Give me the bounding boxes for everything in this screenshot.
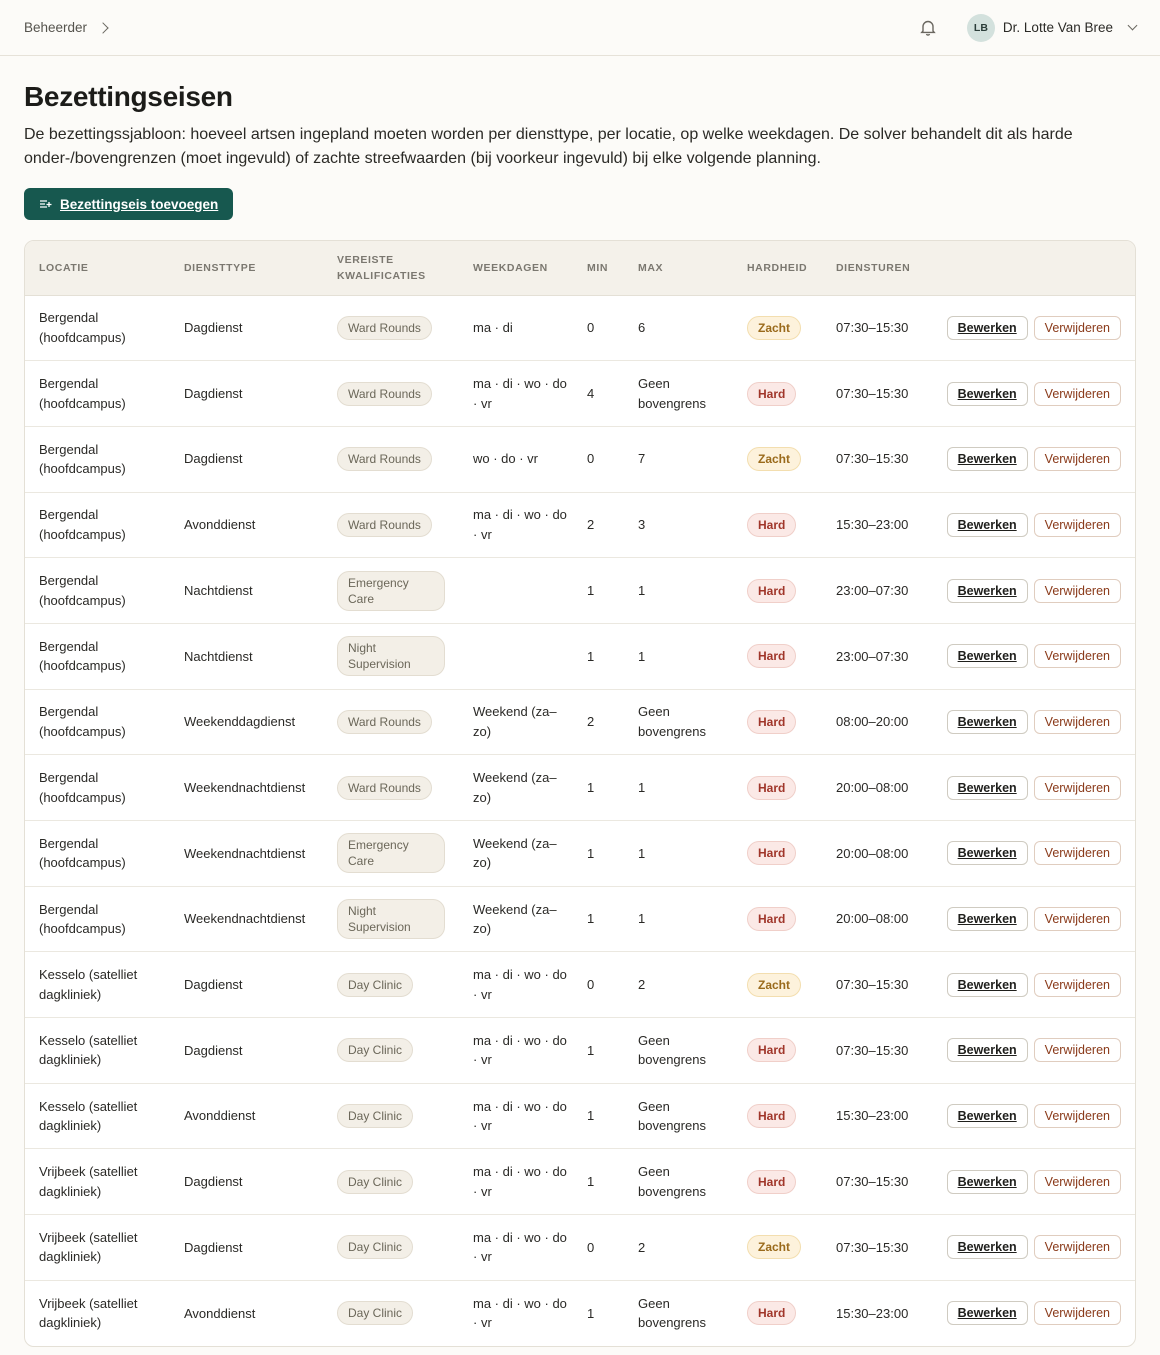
cell-min: 0 — [573, 426, 624, 492]
edit-button[interactable]: Bewerken — [947, 382, 1028, 406]
avatar: LB — [967, 14, 995, 42]
cell-max: 2 — [624, 1215, 733, 1281]
cell-actions — [914, 952, 1135, 1018]
cell-hardness — [733, 1280, 822, 1346]
table-row — [25, 1280, 1135, 1346]
cell-qualification — [323, 426, 459, 492]
table-row — [25, 361, 1135, 427]
cell-shift-type: Avonddienst — [170, 492, 323, 558]
cell-location: Kesselo (satelliet dagkliniek) — [25, 952, 170, 1018]
cell-max: Geen bovengrens — [624, 1018, 733, 1084]
cell-actions — [914, 755, 1135, 821]
cell-min: 1 — [573, 1083, 624, 1149]
cell-hours: 15:30–23:00 — [836, 1305, 909, 1321]
cell-max: Geen bovengrens — [624, 1083, 733, 1149]
add-list-icon — [39, 198, 53, 210]
cell-hardness — [733, 623, 822, 689]
table-row — [25, 689, 1135, 755]
cell-min: 2 — [573, 492, 624, 558]
cell-min: 1 — [573, 558, 624, 624]
hardness-badge: Hard — [747, 776, 796, 800]
cell-max: 1 — [624, 821, 733, 887]
table-row — [25, 426, 1135, 492]
table-row — [25, 755, 1135, 821]
add-requirement-button[interactable] — [24, 188, 233, 220]
cell-shift-type: Dagdienst — [170, 1215, 323, 1281]
table-row — [25, 1018, 1135, 1084]
cell-qualification — [323, 1149, 459, 1215]
cell-max: Geen bovengrens — [638, 1295, 706, 1331]
table-row — [25, 1215, 1135, 1281]
delete-button[interactable]: Verwijderen — [1034, 1104, 1121, 1128]
qualification-chip: Day Clinic — [337, 1104, 413, 1128]
hardness-badge: Hard — [747, 907, 796, 931]
table-row — [25, 952, 1135, 1018]
cell-max: Geen bovengrens — [624, 689, 733, 755]
delete-button[interactable]: Verwijderen — [1034, 644, 1121, 668]
table-row — [25, 821, 1135, 887]
header-min: MIN — [573, 241, 624, 295]
table-header-row — [25, 241, 1135, 295]
cell-location: Kesselo (satelliet dagkliniek) — [25, 1018, 170, 1084]
qualification-chip: Ward Rounds — [337, 316, 432, 340]
cell-shift-type: Avonddienst — [184, 1305, 256, 1321]
cell-hardness — [733, 689, 822, 755]
cell-location: Bergendal (hoofdcampus) — [25, 361, 170, 427]
delete-button[interactable]: Verwijderen — [1034, 579, 1121, 603]
cell-shift-type: Dagdienst — [170, 426, 323, 492]
cell-weekdays: ma · di · wo · do · vr — [459, 1018, 573, 1084]
cell-hours: 15:30–23:00 — [822, 1083, 914, 1149]
edit-button[interactable]: Bewerken — [947, 973, 1028, 997]
cell-hardness — [733, 886, 822, 952]
edit-button[interactable]: Bewerken — [947, 710, 1028, 734]
header-qualifications: VEREISTE KWALIFICATIES — [323, 241, 459, 295]
qualification-chip: Night Supervision — [337, 636, 445, 676]
qualification-chip: Ward Rounds — [337, 382, 432, 406]
cell-actions — [914, 426, 1135, 492]
edit-button[interactable]: Bewerken — [947, 513, 1028, 537]
header-hours: DIENSTUREN — [822, 241, 914, 295]
cell-min: 1 — [587, 1305, 595, 1321]
cell-weekdays: ma · di — [459, 295, 573, 361]
cell-shift-type: Weekendnachtdienst — [170, 886, 323, 952]
cell-hours: 20:00–08:00 — [822, 886, 914, 952]
qualification-chip: Day Clinic — [337, 1038, 413, 1062]
cell-max: 1 — [624, 755, 733, 821]
cell-hardness — [733, 492, 822, 558]
cell-max: 2 — [624, 952, 733, 1018]
table-row — [25, 623, 1135, 689]
cell-location: Vrijbeek (satelliet dagkliniek) — [25, 1149, 170, 1215]
cell-location: Bergendal (hoofdcampus) — [25, 689, 170, 755]
cell-hardness — [733, 361, 822, 427]
cell-hours: 08:00–20:00 — [822, 689, 914, 755]
header-weekdays: WEEKDAGEN — [459, 241, 573, 295]
cell-weekdays: wo · do · vr — [459, 426, 573, 492]
cell-hours: 23:00–07:30 — [822, 623, 914, 689]
cell-shift-type: Dagdienst — [170, 1149, 323, 1215]
delete-button[interactable]: Verwijderen — [1034, 513, 1121, 537]
cell-hours: 15:30–23:00 — [822, 492, 914, 558]
cell-min: 2 — [573, 689, 624, 755]
top-bar — [0, 0, 1160, 56]
delete-button[interactable]: Verwijderen — [1034, 316, 1121, 340]
delete-button[interactable]: Verwijderen — [1034, 1038, 1121, 1062]
cell-qualification — [323, 361, 459, 427]
delete-button[interactable]: Verwijderen — [1034, 1301, 1121, 1325]
cell-weekdays — [459, 623, 573, 689]
cell-qualification — [323, 689, 459, 755]
cell-qualification — [323, 492, 459, 558]
cell-actions — [914, 558, 1135, 624]
cell-shift-type: Nachtdienst — [170, 623, 323, 689]
hardness-badge: Zacht — [747, 316, 801, 340]
chevron-right-icon — [97, 22, 108, 33]
hardness-badge: Hard — [747, 1170, 796, 1194]
qualification-chip: Day Clinic — [337, 973, 413, 997]
cell-actions — [914, 492, 1135, 558]
cell-hours: 20:00–08:00 — [822, 755, 914, 821]
cell-shift-type: Dagdienst — [170, 361, 323, 427]
table-row — [25, 1083, 1135, 1149]
cell-hardness — [733, 1215, 822, 1281]
cell-qualification — [323, 1018, 459, 1084]
edit-button[interactable]: Bewerken — [947, 1235, 1028, 1259]
cell-qualification — [323, 1215, 459, 1281]
cell-weekdays: Weekend (za–zo) — [459, 886, 573, 952]
cell-min: 1 — [573, 821, 624, 887]
hardness-badge: Hard — [747, 644, 796, 668]
qualification-chip: Ward Rounds — [337, 447, 432, 471]
cell-hardness — [733, 952, 822, 1018]
delete-button[interactable]: Verwijderen — [1034, 382, 1121, 406]
cell-hardness — [733, 821, 822, 887]
cell-actions — [914, 689, 1135, 755]
delete-button[interactable]: Verwijderen — [1034, 973, 1121, 997]
hardness-badge: Zacht — [747, 447, 801, 471]
cell-min: 0 — [573, 295, 624, 361]
edit-button[interactable]: Bewerken — [947, 579, 1028, 603]
cell-hours: 07:30–15:30 — [822, 426, 914, 492]
hardness-badge: Hard — [747, 841, 796, 865]
header-shift-type: DIENSTTYPE — [170, 241, 323, 295]
cell-hours: 07:30–15:30 — [822, 952, 914, 1018]
cell-min: 0 — [573, 952, 624, 1018]
cell-max: 6 — [624, 295, 733, 361]
cell-location: Bergendal (hoofdcampus) — [25, 755, 170, 821]
cell-min: 1 — [573, 623, 624, 689]
cell-location: Bergendal (hoofdcampus) — [25, 623, 170, 689]
cell-qualification — [323, 886, 459, 952]
delete-button[interactable]: Verwijderen — [1034, 447, 1121, 471]
cell-shift-type: Dagdienst — [170, 1018, 323, 1084]
cell-hardness — [733, 1018, 822, 1084]
cell-qualification — [323, 558, 459, 624]
header-max: MAX — [624, 241, 733, 295]
cell-hours: 07:30–15:30 — [822, 1149, 914, 1215]
cell-weekdays: ma · di · wo · do · vr — [459, 1149, 573, 1215]
qualification-chip: Emergency Care — [337, 833, 445, 873]
cell-qualification — [323, 755, 459, 821]
cell-hours: 07:30–15:30 — [822, 1018, 914, 1084]
cell-location: Bergendal (hoofdcampus) — [25, 426, 170, 492]
cell-location: Kesselo (satelliet dagkliniek) — [25, 1083, 170, 1149]
cell-qualification — [323, 1280, 459, 1346]
cell-actions — [914, 821, 1135, 887]
page-description: De bezettingssjabloon: hoeveel artsen ingepland moeten worden per diensttype, per locatie, op welke weekdagen. De solver behandelt dit als harde onder-/bovengrenzen (moet ingevuld) of zachte streefwaarden (bij voorkeur ingevuld) bij elke volgende planning. — [24, 126, 1073, 167]
cell-min: 0 — [573, 1215, 624, 1281]
cell-hours: 20:00–08:00 — [822, 821, 914, 887]
edit-button[interactable]: Bewerken — [947, 644, 1028, 668]
edit-button[interactable]: Bewerken — [947, 1038, 1028, 1062]
cell-shift-type: Weekenddagdienst — [170, 689, 323, 755]
qualification-chip: Emergency Care — [337, 571, 445, 611]
cell-location: Bergendal (hoofdcampus) — [25, 886, 170, 952]
hardness-badge: Hard — [747, 579, 796, 603]
cell-min: 4 — [573, 361, 624, 427]
cell-location: Bergendal (hoofdcampus) — [25, 492, 170, 558]
cell-actions — [914, 361, 1135, 427]
hardness-badge: Hard — [747, 1104, 796, 1128]
cell-qualification — [323, 952, 459, 1018]
hardness-badge: Hard — [747, 1301, 796, 1325]
cell-location: Vrijbeek (satelliet dagkliniek) — [25, 1215, 170, 1281]
breadcrumb-admin[interactable]: Beheerder — [24, 20, 88, 35]
edit-button[interactable]: Bewerken — [947, 316, 1028, 340]
header-actions — [914, 241, 1135, 295]
cell-hours: 07:30–15:30 — [822, 1215, 914, 1281]
table-row — [25, 558, 1135, 624]
delete-button[interactable]: Verwijderen — [1034, 907, 1121, 931]
cell-max: 7 — [624, 426, 733, 492]
add-requirement-label: Bezettingseis toevoegen — [60, 196, 219, 212]
edit-button[interactable]: Bewerken — [947, 1104, 1028, 1128]
cell-qualification — [323, 1083, 459, 1149]
cell-hardness — [733, 1083, 822, 1149]
cell-hardness — [733, 1149, 822, 1215]
cell-hardness — [733, 426, 822, 492]
edit-button[interactable]: Bewerken — [947, 841, 1028, 865]
hardness-badge: Hard — [747, 513, 796, 537]
cell-shift-type: Dagdienst — [170, 295, 323, 361]
cell-actions — [914, 295, 1135, 361]
cell-qualification — [323, 821, 459, 887]
qualification-chip: Ward Rounds — [337, 776, 432, 800]
edit-button[interactable]: Bewerken — [947, 1301, 1028, 1325]
requirements-table — [24, 240, 1136, 1347]
cell-weekdays: ma · di · wo · do · vr — [459, 1083, 573, 1149]
cell-actions — [914, 623, 1135, 689]
hardness-badge: Hard — [747, 1038, 796, 1062]
cell-hardness — [733, 295, 822, 361]
cell-weekdays: ma · di · wo · do · vr — [459, 361, 573, 427]
cell-max: Geen bovengrens — [624, 1149, 733, 1215]
edit-button[interactable]: Bewerken — [947, 907, 1028, 931]
qualification-chip: Ward Rounds — [337, 710, 432, 734]
delete-button[interactable]: Verwijderen — [1034, 1235, 1121, 1259]
cell-weekdays — [459, 558, 573, 624]
qualification-chip: Day Clinic — [337, 1235, 413, 1259]
chevron-down-icon — [1128, 21, 1138, 31]
cell-actions — [914, 1215, 1135, 1281]
cell-hours: 23:00–07:30 — [822, 558, 914, 624]
cell-max: 1 — [624, 558, 733, 624]
edit-button[interactable]: Bewerken — [947, 776, 1028, 800]
cell-max: 1 — [624, 886, 733, 952]
cell-actions — [914, 1280, 1135, 1346]
cell-location: Vrijbeek (satelliet dagkliniek) — [39, 1295, 138, 1331]
cell-min: 1 — [573, 886, 624, 952]
cell-actions — [914, 1149, 1135, 1215]
cell-shift-type: Dagdienst — [170, 952, 323, 1018]
cell-hardness — [733, 755, 822, 821]
cell-max: Geen bovengrens — [624, 361, 733, 427]
cell-weekdays: Weekend (za–zo) — [459, 689, 573, 755]
hardness-badge: Zacht — [747, 1235, 801, 1259]
edit-button[interactable]: Bewerken — [947, 447, 1028, 471]
cell-hours: 07:30–15:30 — [822, 295, 914, 361]
qualification-chip: Day Clinic — [337, 1170, 413, 1194]
hardness-badge: Hard — [747, 710, 796, 734]
cell-weekdays: ma · di · wo · do · vr — [459, 952, 573, 1018]
qualification-chip: Night Supervision — [337, 899, 445, 939]
delete-button[interactable]: Verwijderen — [1034, 841, 1121, 865]
hardness-badge: Hard — [747, 382, 796, 406]
header-hardness: HARDHEID — [733, 241, 822, 295]
delete-button[interactable]: Verwijderen — [1034, 1170, 1121, 1194]
cell-weekdays: Weekend (za–zo) — [459, 821, 573, 887]
hardness-badge: Zacht — [747, 973, 801, 997]
cell-shift-type: Avonddienst — [170, 1083, 323, 1149]
cell-min: 1 — [573, 1149, 624, 1215]
cell-actions — [914, 886, 1135, 952]
cell-hours: 07:30–15:30 — [822, 361, 914, 427]
user-name: Dr. Lotte Van Bree — [1002, 20, 1113, 35]
table-row — [25, 295, 1135, 361]
table-row — [25, 492, 1135, 558]
cell-actions — [914, 1083, 1135, 1149]
breadcrumb — [24, 20, 107, 35]
cell-qualification — [323, 295, 459, 361]
cell-weekdays: ma · di · wo · do · vr — [459, 492, 573, 558]
qualification-chip: Ward Rounds — [337, 513, 432, 537]
cell-location: Bergendal (hoofdcampus) — [25, 558, 170, 624]
cell-min: 1 — [573, 755, 624, 821]
user-menu[interactable] — [967, 14, 1136, 42]
cell-shift-type: Weekendnachtdienst — [170, 755, 323, 821]
edit-button[interactable]: Bewerken — [947, 1170, 1028, 1194]
cell-qualification — [323, 623, 459, 689]
cell-shift-type: Nachtdienst — [170, 558, 323, 624]
table-row — [25, 886, 1135, 952]
cell-max: 1 — [624, 623, 733, 689]
cell-hardness — [733, 558, 822, 624]
qualification-chip: Day Clinic — [337, 1301, 413, 1325]
cell-actions — [914, 1018, 1135, 1084]
cell-weekdays: ma · di · wo · do · vr — [473, 1295, 567, 1331]
delete-button[interactable]: Verwijderen — [1034, 710, 1121, 734]
cell-location: Bergendal (hoofdcampus) — [25, 295, 170, 361]
delete-button[interactable]: Verwijderen — [1034, 776, 1121, 800]
cell-shift-type: Weekendnachtdienst — [170, 821, 323, 887]
cell-max: 3 — [624, 492, 733, 558]
cell-weekdays: Weekend (za–zo) — [459, 755, 573, 821]
header-location: LOCATIE — [25, 241, 170, 295]
table-row — [25, 1149, 1135, 1215]
cell-location: Bergendal (hoofdcampus) — [25, 821, 170, 887]
page-title: Bezettingseisen — [24, 81, 233, 112]
bell-icon[interactable] — [919, 19, 937, 37]
cell-min: 1 — [573, 1018, 624, 1084]
cell-weekdays: ma · di · wo · do · vr — [459, 1215, 573, 1281]
